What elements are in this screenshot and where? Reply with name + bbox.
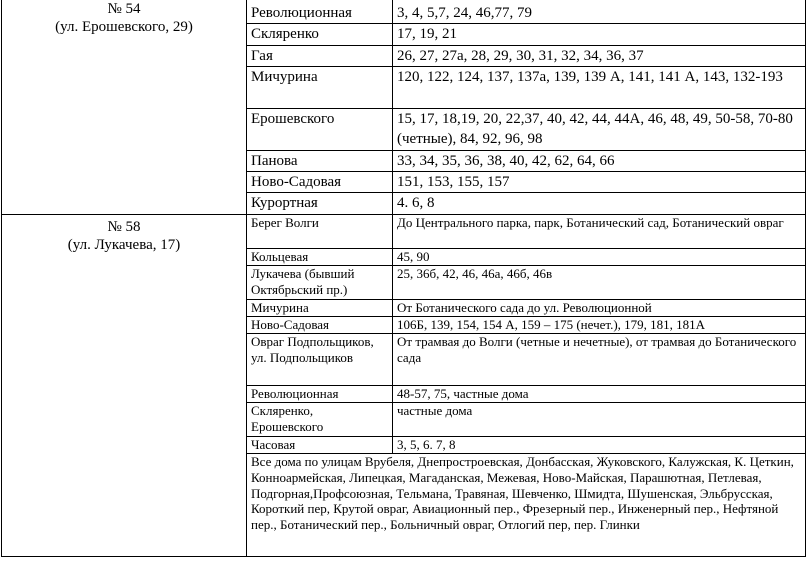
school-54-number: № 54 bbox=[107, 1, 141, 17]
street-name: Революционная bbox=[247, 0, 393, 24]
house-numbers: 33, 34, 35, 36, 38, 40, 42, 62, 64, 66 bbox=[393, 151, 806, 172]
house-numbers: От Ботанического сада до ул. Революционной bbox=[393, 300, 806, 317]
street-name: Панова bbox=[247, 151, 393, 172]
house-numbers: 17, 19, 21 bbox=[393, 24, 806, 46]
house-numbers: 3, 4, 5,7, 24, 46,77, 79 bbox=[393, 0, 806, 24]
school-54-cell bbox=[2, 0, 247, 215]
street-name: Лукачева (бывший Октябрьский пр.) bbox=[247, 266, 393, 300]
street-name: Курортная bbox=[247, 193, 393, 215]
house-numbers: До Центрального парка, парк, Ботанический сад, Ботанический овраг bbox=[393, 215, 806, 249]
house-numbers: 26, 27, 27а, 28, 29, 30, 31, 32, 34, 36, 37 bbox=[393, 46, 806, 67]
house-numbers: 4. 6, 8 bbox=[393, 193, 806, 215]
street-name: Ерошевского bbox=[247, 109, 393, 151]
house-numbers: 48-57, 75, частные дома bbox=[393, 386, 806, 403]
school-58-cell bbox=[2, 215, 247, 557]
house-numbers: 45, 90 bbox=[393, 249, 806, 266]
street-name: Ново-Садовая bbox=[247, 317, 393, 334]
street-name: Часовая bbox=[247, 437, 393, 454]
house-numbers: 120, 122, 124, 137, 137а, 139, 139 А, 141, 141 А, 143, 132-193 bbox=[393, 67, 806, 109]
house-numbers: 151, 153, 155, 157 bbox=[393, 172, 806, 193]
street-name: Мичурина bbox=[247, 67, 393, 109]
school-54-address: (ул. Ерошевского, 29) bbox=[55, 19, 193, 35]
street-name: Кольцевая bbox=[247, 249, 393, 266]
table-row bbox=[2, 0, 806, 24]
house-numbers: 3, 5, 6. 7, 8 bbox=[393, 437, 806, 454]
street-name: Мичурина bbox=[247, 300, 393, 317]
school-district-table bbox=[1, 0, 806, 557]
table-row bbox=[2, 215, 806, 249]
street-name: Революционная bbox=[247, 386, 393, 403]
house-numbers: 106Б, 139, 154, 154 А, 159 – 175 (нечет.), 179, 181, 181А bbox=[393, 317, 806, 334]
school-58-number: № 58 bbox=[107, 219, 141, 235]
house-numbers: 25, 36б, 42, 46, 46а, 46б, 46в bbox=[393, 266, 806, 300]
street-name: Скляренко bbox=[247, 24, 393, 46]
street-name: Берег Волги bbox=[247, 215, 393, 249]
street-name: Гая bbox=[247, 46, 393, 67]
street-name: Ново-Садовая bbox=[247, 172, 393, 193]
school-58-address: (ул. Лукачева, 17) bbox=[67, 237, 181, 253]
street-name: Скляренко, Ерошевского bbox=[247, 403, 393, 437]
house-numbers: 15, 17, 18,19, 20, 22,37, 40, 42, 44, 44А, 46, 48, 49, 50-58, 70-80 (четные), 84, 92, 96, 98 bbox=[393, 109, 806, 151]
street-name: Овраг Подпольщиков, ул. Подпольщиков bbox=[247, 334, 393, 386]
house-numbers: частные дома bbox=[393, 403, 806, 437]
all-houses-streets-list: Все дома по улицам Врубеля, Днепростроевская, Донбасская, Жуковского, Калужская, К. Цеткин, Конноармейская, Липецкая, Магаданская, Межевая, Ново-Майская, Парашютная, Петлевая, Подгорная,Профсоюзная, Тельмана, Травяная, Шевченко, Шмидта, Шушенская, Эльбрусская, Короткий пер, Крутой овраг, Авиационный пер., Фрезерный пер., Инженерный пер., Нефтяной пер., Ботанический пер., Больничный овраг, Отлогий пер, пер. Глинки bbox=[247, 454, 806, 557]
house-numbers: От трамвая до Волги (четные и нечетные), от трамвая до Ботанического сада bbox=[393, 334, 806, 386]
